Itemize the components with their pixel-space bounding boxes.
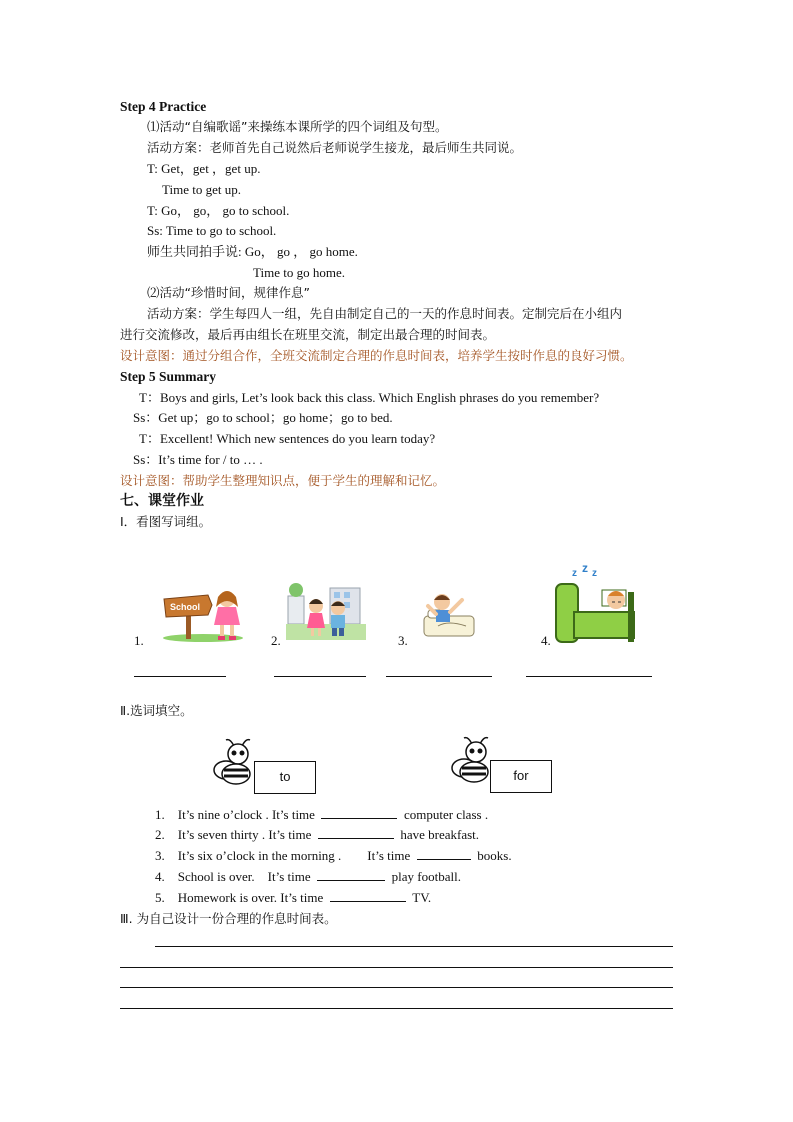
fill-item-4 [155, 868, 461, 886]
pic-number-4: 4. [541, 633, 551, 648]
item-before: School is over. It’s time [177, 869, 311, 884]
item-after: computer class . [403, 807, 489, 822]
part3-title: Ⅲ. 为自己设计一份合理的作息时间表。 [120, 911, 337, 926]
fill-blank-2[interactable] [318, 826, 394, 839]
chant-line-3: T: Go， go， go to school. [147, 203, 290, 218]
item-number: 4. [155, 869, 165, 884]
item-before: It’s nine o’clock . It’s time [177, 807, 315, 822]
fill-item-1 [155, 806, 488, 824]
plan2-line-1: 活动方案：学生每四人一组，先自由制定自己的一天的作息时间表。定制完后在小组内 [147, 306, 623, 321]
writing-line-4[interactable] [120, 1008, 673, 1009]
item-before: Homework is over. It’s time [177, 890, 324, 905]
chant-line-1: T: Get，get ，get up. [147, 161, 261, 176]
item-number: 3. [155, 848, 165, 863]
word-box-for: for [490, 760, 552, 793]
item-after: TV. [412, 890, 432, 905]
part2-title: Ⅱ.选词填空。 [120, 703, 193, 718]
school-sign-girl-image [160, 585, 246, 643]
item-number: 5. [155, 890, 165, 905]
summary-line-1: T：Boys and girls, Let’s look back this class. Which English phrases do you remember? [139, 390, 600, 405]
svg-text:z: z [592, 568, 597, 579]
sign-text: School [170, 602, 201, 612]
plan2-line-2: 进行交流修改，最后再由组长在班里交流，制定出最合理的时间表。 [120, 327, 496, 342]
boy-getting-up-image [418, 584, 480, 644]
plan1-text: 活动方案：老师首先自己说然后老师说学生接龙，最后师生共同说。 [147, 140, 523, 155]
fill-blank-3[interactable] [417, 847, 471, 860]
item-before: It’s seven thirty . It’s time [177, 827, 312, 842]
activity1-text: ⑴活动“自编歌谣”来操练本课所学的四个词组及句型。 [147, 119, 448, 134]
answer-line-3[interactable] [386, 676, 492, 677]
svg-text:z: z [582, 562, 588, 575]
chant-line-4: Ss: Time to go to school. [147, 223, 277, 238]
fill-item-5 [155, 889, 431, 907]
step4-design-intent: 设计意图：通过分组合作，全班交流制定合理的作息时间表，培养学生按时作息的良好习惯。 [120, 348, 633, 363]
pic-number-3: 3. [398, 633, 408, 648]
fill-item-3 [155, 847, 512, 865]
writing-line-3[interactable] [120, 987, 673, 988]
pic-number-2: 2. [271, 633, 281, 648]
answer-line-1[interactable] [134, 676, 226, 677]
svg-text:z: z [572, 568, 577, 579]
word-box-to: to [254, 761, 316, 794]
pic-number-1: 1. [134, 633, 144, 648]
homework-heading: 七、课堂作业 [120, 493, 204, 509]
fill-blank-4[interactable] [317, 868, 385, 881]
step5-title: Step 5 Summary [120, 369, 217, 384]
answer-line-2[interactable] [274, 676, 366, 677]
item-after: have breakfast. [400, 827, 480, 842]
writing-line-1[interactable] [155, 946, 673, 947]
writing-line-2[interactable] [120, 967, 673, 968]
answer-line-4[interactable] [526, 676, 652, 677]
activity2-text: ⑵活动“珍惜时间，规律作息” [147, 285, 310, 300]
kids-going-to-school-image [286, 582, 366, 642]
step5-design-intent: 设计意图：帮助学生整理知识点，便于学生的理解和记忆。 [120, 473, 446, 488]
fill-blank-5[interactable] [330, 889, 406, 902]
summary-line-4: Ss：It’s time for / to … . [133, 452, 263, 467]
item-before: It’s six o’clock in the morning . It’s time [177, 848, 411, 863]
boy-sleeping-image [552, 562, 638, 646]
fill-blank-1[interactable] [321, 806, 397, 819]
chant-line-6: Time to go home. [253, 265, 345, 280]
chant-line-5: 师生共同拍手说: Go， go ， go home. [147, 244, 358, 259]
item-after: play football. [391, 869, 461, 884]
item-after: books. [477, 848, 512, 863]
part1-title: Ⅰ．看图写词组。 [120, 514, 212, 529]
summary-line-3: T：Excellent! Which new sentences do you learn today? [139, 431, 436, 446]
step4-title: Step 4 Practice [120, 99, 207, 114]
fill-item-2 [155, 826, 479, 844]
item-number: 1. [155, 807, 165, 822]
summary-line-2: Ss：Get up；go to school；go home；go to bed. [133, 410, 393, 425]
chant-line-2: Time to get up. [162, 182, 241, 197]
item-number: 2. [155, 827, 165, 842]
